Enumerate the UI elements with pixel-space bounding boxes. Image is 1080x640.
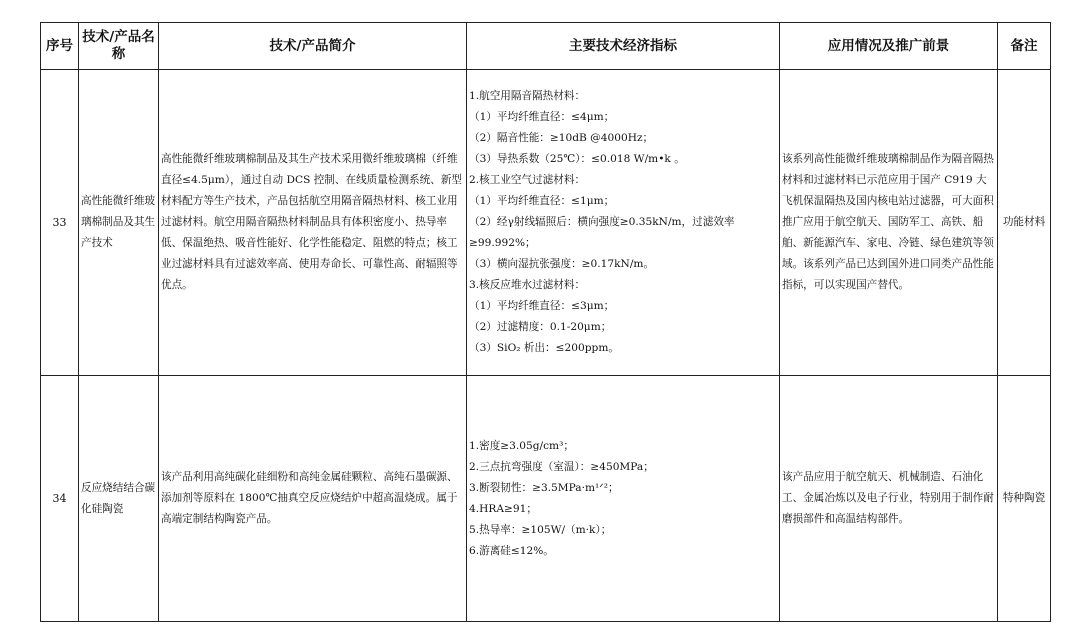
spec-line: （3）导热系数（25℃）：≤0.018 W/m•k 。 bbox=[469, 153, 685, 165]
spec-line: （1）平均纤维直径：≤4μm； bbox=[469, 111, 615, 123]
header-application: 应用情况及推广前景 bbox=[780, 23, 998, 70]
spec-line: （1）平均纤维直径：≤3μm； bbox=[469, 300, 615, 312]
header-seq: 序号 bbox=[41, 23, 79, 70]
spec-line: 6.游离硅≤12%。 bbox=[469, 544, 554, 557]
row-intro: 该产品利用高纯碳化硅细粉和高纯金属硅颗粒、高纯石墨碳源、添加剂等原料在 1800℃抽真空反应烧结炉中超高温烧成。属于高端定制结构陶瓷产品。 bbox=[159, 376, 467, 622]
row-remark: 功能材料 bbox=[998, 70, 1051, 376]
row-specs bbox=[467, 376, 780, 622]
spec-line: 1.密度≥3.05g/cm³； bbox=[469, 439, 574, 452]
row-seq: 33 bbox=[41, 70, 79, 376]
row-specs bbox=[467, 70, 780, 376]
row-application: 该产品应用于航空航天、机械制造、石油化工、金属冶炼以及电子行业，特别用于制作耐磨损部件和高温结构部件。 bbox=[780, 376, 998, 622]
spec-line: （2）经γ射线辐照后：横向强度≥0.35kN/m，过滤效率≥99.992%； bbox=[469, 216, 735, 249]
spec-line: 1.航空用隔音隔热材料： bbox=[469, 90, 586, 102]
row-name: 高性能微纤维玻璃棉制品及其生产技术 bbox=[79, 70, 159, 376]
table-row bbox=[41, 376, 1051, 622]
row-remark: 特种陶瓷 bbox=[998, 376, 1051, 622]
table-header-row bbox=[41, 23, 1051, 70]
spec-line: 5.热导率：≥105W/（m·k）； bbox=[469, 523, 612, 536]
spec-line: （2）隔音性能：≥10dB @4000Hz； bbox=[469, 132, 654, 144]
spec-line: （1）平均纤维直径：≤1μm； bbox=[469, 195, 615, 207]
table-row bbox=[41, 70, 1051, 376]
spec-line: （2）过滤精度：0.1-20μm； bbox=[469, 321, 612, 333]
technology-table bbox=[40, 22, 1051, 622]
spec-line: 3.断裂韧性：≥3.5MPa·m¹ᐟ²； bbox=[469, 481, 619, 494]
header-name: 技术/产品名称 bbox=[79, 23, 159, 70]
row-seq: 34 bbox=[41, 376, 79, 622]
spec-line: 2.核工业空气过滤材料： bbox=[469, 174, 586, 186]
spec-line: 3.核反应堆水过滤材料： bbox=[469, 279, 586, 291]
spec-line: 2.三点抗弯强度（室温）：≥450MPa； bbox=[469, 460, 654, 473]
row-application: 该系列高性能微纤维玻璃棉制品作为隔音隔热材料和过滤材料已示范应用于国产 C919 大飞机保温隔热及国内核电站过滤器，可大面积推广应用于航空航天、国防军工、高铁、船舶、新能源汽车、家电、冷链、绿色建筑等领域。该系列产品已达到国外进口同类产品性能指标，可以实现国产替代。 bbox=[780, 70, 998, 376]
header-specs: 主要技术经济指标 bbox=[467, 23, 780, 70]
spec-line: （3）横向湿抗张强度：≥0.17kN/m。 bbox=[469, 258, 655, 270]
row-name: 反应烧结结合碳化硅陶瓷 bbox=[79, 376, 159, 622]
header-remark: 备注 bbox=[998, 23, 1051, 70]
spec-line: （3）SiO₂ 析出：≤200ppm。 bbox=[469, 342, 619, 354]
header-intro: 技术/产品简介 bbox=[159, 23, 467, 70]
spec-line: 4.HRA≥91； bbox=[469, 502, 537, 515]
row-intro: 高性能微纤维玻璃棉制品及其生产技术采用微纤维玻璃棉（纤维直径≤4.5μm），通过自动 DCS 控制、在线质量检测系统、新型材料配方等生产技术，产品包括航空用隔音隔热材料、核工业用过滤材料。航空用隔音隔热材料制品具有体积密度小、热导率低、保温绝热、吸音性能好、化学性能稳定、阻燃的特点；核工业过滤材料具有过滤效率高、使用寿命长、可靠性高、耐辐照等优点。 bbox=[159, 70, 467, 376]
